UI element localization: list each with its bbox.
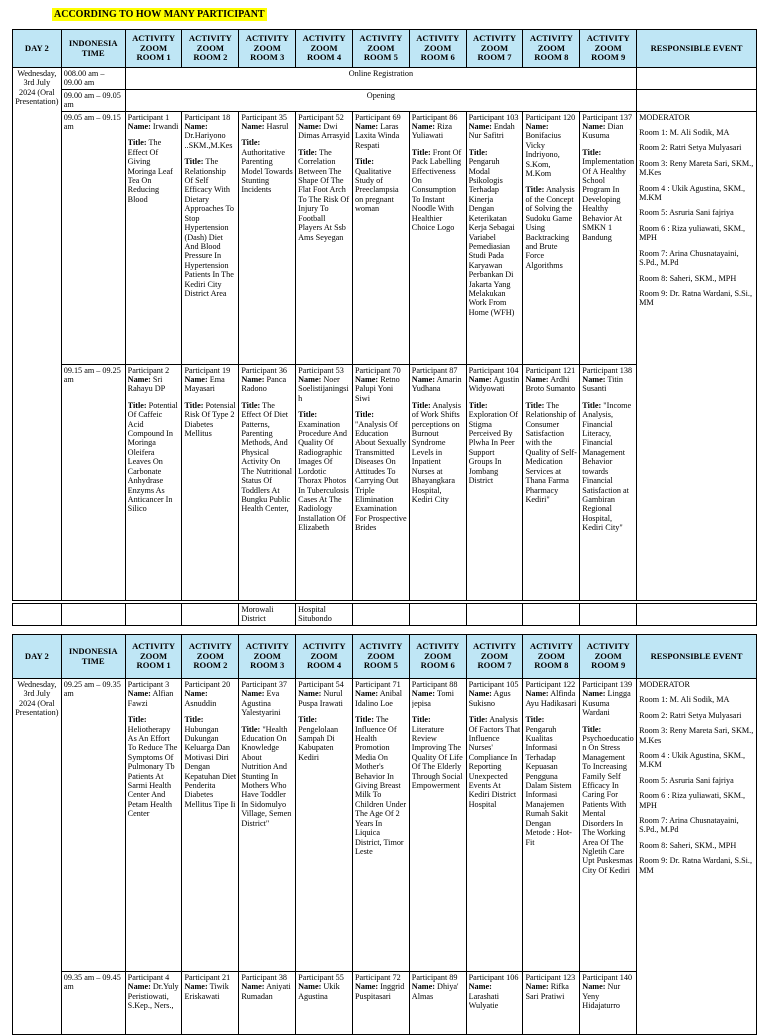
participant-cell [580,364,637,600]
day-cell: Wednesday, 3rd July 2024 (Oral Presentation) [13,68,62,601]
participant-number: Participant 122 [525,680,576,689]
participant-cell [466,679,523,972]
participant-number: Participant 70 [354,365,401,375]
header-cell: ACTIVITY ZOOM ROOM 1 [125,635,182,679]
time-cell: 09.05 am – 09.15 am [61,111,125,364]
participant-name: Ardhi Broto Sumanto [525,375,576,394]
continuation-text: Morowali District [239,604,296,626]
table-row [13,68,757,90]
participant-name: Agus Sukisno [468,689,511,708]
moderator-line: Room 6 : Riza yuliawati, SKM., MPH [639,223,746,243]
name-label: Name: [298,689,322,699]
header-cell: ACTIVITY ZOOM ROOM 8 [523,30,580,68]
name-label: Name: [468,375,492,385]
paper-title: The Relationship of Consumer Satisfaction with the Quality of Self-Medication Services at Thana Farma Pharmacy Kediri" [525,400,577,504]
name-label: Name: [525,982,549,992]
name-label: Name: [525,375,549,385]
title-label: Title: [354,157,374,167]
participant-number: Participant 19 [184,365,231,375]
participant-name: Bonifacius Vicky Indriyono, S.Kom, M.Kom [525,131,561,179]
participant-name: Asnuddin [184,698,217,708]
paper-title: Hubungan Dukungan Keluarga Dan Motivasi Diri Dengan Kepatuhan Diet Penderita Diabetes Mellitus Tipe Ii [184,724,237,809]
paper-title: The Correlation Between The Shape Of The Flat Foot Arch To The Risk Of Injury To Football Players At Ssb Ams Seyegan [298,147,350,242]
participant-name: Dian Kusuma [582,122,624,141]
participant-number: Participant 72 [354,973,401,982]
participant-number: Participant 137 [582,112,633,122]
header-row [13,30,757,68]
participant-number: Participant 2 [127,365,170,375]
paper-title: Analysis of Work Shifts perceptions on Burnout Syndrome Levels in Inpatient Nurses at Bhayangkara Hospital, Kediri City [411,400,462,504]
participant-name: Rifka Sari Pratiwi [525,982,569,1001]
paper-title: Psychoeducation On Stress Management To Increasing Family Self Efficacy In Caring For Patients With Mental Disorders In The Working Area Of The Ngletih Care Upt Puskesmas City Of Kediri [582,734,634,875]
name-label: Name: [582,375,606,385]
participant-number: Participant 105 [468,680,519,689]
participant-cell [239,972,296,1035]
continuation-text: Hospital Situbondo [296,604,353,626]
name-label: Name: [241,689,265,699]
participant-cell [125,972,182,1035]
participant-name: Anibal Idalino Loe [354,689,403,708]
participant-cell [580,972,637,1035]
paper-title: Heliotherapy As An Effort To Reduce The Symptoms Of Pulmonary Tb Patients At Sarmi Health Center And Petam Health Center [127,724,178,819]
participant-name: Aniyati Rumadan [241,982,291,1001]
participant-number: Participant 120 [525,112,576,122]
title-label: Title: [127,138,147,148]
header-cell: ACTIVITY ZOOM ROOM 1 [125,30,182,68]
title-label: Title: [184,715,204,725]
name-label: Name: [582,122,606,132]
header-cell: ACTIVITY ZOOM ROOM 3 [239,30,296,68]
participant-number: Participant 87 [411,365,458,375]
participant-name: Sri Rahayu DP [127,375,166,394]
participant-number: Participant 1 [127,112,170,122]
participant-number: Participant 86 [411,112,458,122]
moderator-line: Room 3: Reny Mareta Sari, SKM., M.Kes [639,726,754,745]
participant-name: Dhiya' Almas [411,982,459,1001]
table-row [13,89,757,111]
participant-name: Dwi Dimas Arrasyid [298,122,350,141]
participant-cell [580,111,637,364]
paper-title: Pengelolaan Sampah Di Kabupaten Kediri [298,724,339,762]
moderator-line: Room 8: Saheri, SKM., MPH [639,840,737,850]
paper-title: Exploration Of Stigma Perceived By Plwha In Peer Support Groups In Jombang District [468,410,518,486]
participant-cell [523,679,580,972]
responsible-cell [637,68,757,90]
participant-name: Irwandi [152,122,179,132]
participant-number: Participant 54 [298,680,344,689]
participant-name: Alfian Fawzi [127,689,174,708]
header-cell: INDONESIA TIME [61,30,125,68]
participant-cell [296,679,353,972]
participant-cell [466,111,523,364]
participant-cell [352,679,409,972]
name-label: Name: [468,982,492,992]
session-label: Opening [125,89,636,111]
title-label: Title: [241,400,261,410]
name-label: Name: [354,982,379,992]
table-row [13,604,757,626]
paper-title: Potensial Risk Of Type 2 Diabetes Mellitus [184,400,236,439]
title-label: Title: [468,147,488,157]
participant-number: Participant 52 [298,112,344,122]
participant-cell [239,364,296,600]
title-label: Title: [241,138,261,148]
title-label: Title: [525,715,545,725]
participant-name: Titin Susanti [582,375,624,394]
name-label: Name: [184,689,208,699]
moderator-line: Room 6 : Riza yuliawati, SKM., MPH [639,791,746,810]
moderator-line: Room 3: Reny Mareta Sari, SKM., M.Kes [639,158,754,178]
header-cell: ACTIVITY ZOOM ROOM 9 [580,635,637,679]
participant-cell [580,679,637,972]
participant-cell [523,111,580,364]
paper-title: Authoritative Parenting Model Towards Stunting Incidents [241,147,293,195]
participant-number: Participant 69 [354,112,401,122]
title-label: Title: [411,715,431,725]
name-label: Name: [411,122,435,132]
header-cell: ACTIVITY ZOOM ROOM 5 [352,635,409,679]
title-label: Title: [525,185,545,195]
moderator-line: Room 7: Arina Chusnatayaini, S.Pd., M.Pd [639,816,739,835]
title-label: Title: [127,400,147,410]
name-label: Name: [127,689,151,699]
name-label: Name: [127,375,151,385]
time-cell: 09.15 am – 09.25 am [61,364,125,600]
participant-name: Hasrul [266,122,289,132]
paper-title: The Relationship Of Self Efficacy With Dietary Approaches To Stop Hypertension (Dash) Diet And Blood Pressure In Hypertension Patients In The Kediri City District Area [184,157,235,298]
moderator-line: Room 1: M. Ali Sodik, MA [639,695,730,705]
name-label: Name: [184,982,208,992]
header-cell: ACTIVITY ZOOM ROOM 8 [523,635,580,679]
header-row [13,635,757,679]
participant-number: Participant 88 [411,680,458,689]
paper-title: "Income Analysis, Financial Literacy, Financial Management Behavior towards Financial Satisfaction at Gambiran Regional Hospital, Kediri City" [582,400,632,533]
title-label: Title: [354,410,374,420]
paper-title: Analysis of the Concept of Solving the Sudoku Game Using Backtracking and Brute Force Algorithms [525,185,575,270]
participant-cell [409,972,466,1035]
name-label: Name: [411,375,435,385]
title-label: Title: [468,400,488,410]
participant-name: Larashati Wulyatie [468,991,500,1011]
moderator-line: Room 8: Saheri, SKM., MPH [639,273,737,283]
title-label: Title: [525,400,545,410]
header-cell: INDONESIA TIME [61,635,125,679]
participant-name: Lingga Kusuma Wardani [582,689,631,718]
participant-cell [352,111,409,364]
title-label: Title: [298,147,318,157]
participant-name: Dr.Yuly Peristiowati, S.Kep., Ners., [127,982,179,1011]
participant-cell [182,111,239,364]
participant-number: Participant 18 [184,112,231,122]
title-label: Title: [184,400,204,410]
participant-cell [409,111,466,364]
time-cell: 008.00 am – 09.00 am [61,68,125,90]
participant-cell [125,679,182,972]
participant-number: Participant 36 [241,365,288,375]
moderator-line: Room 4 : Ukik Agustina, SKM., M.KM [639,183,746,203]
participant-name: Eva Agustina Yalestyarini [241,689,281,718]
participant-cell [125,111,182,364]
header-cell: ACTIVITY ZOOM ROOM 4 [296,30,353,68]
participant-cell [239,111,296,364]
title-label: Title: [582,724,602,734]
table-row [13,679,757,972]
paper-title: Front Of Pack Labelling Effectiveness On Consumption To Instant Noodle With Healthier Choice Logo [411,147,462,233]
participant-number: Participant 4 [127,973,170,982]
participant-cell [296,364,353,600]
participant-name: Riza Yuliawati [411,122,453,141]
participant-number: Participant 106 [468,973,519,982]
moderator-line: Room 7: Arina Chusnatayaini, S.Pd., M.Pd [639,248,739,268]
name-label: Name: [582,689,606,699]
moderator-line: MODERATOR [639,112,690,122]
header-cell: ACTIVITY ZOOM ROOM 4 [296,635,353,679]
table-row [13,111,757,364]
paper-title: The Effect Of Giving Moringa Leaf Tea On Reducing Blood [127,138,173,204]
participant-name: Agustin Widyowati [468,375,520,394]
participant-number: Participant 121 [525,365,576,375]
title-label: Title: [582,400,602,410]
name-label: Name: [525,122,549,132]
participant-cell [466,364,523,600]
participant-cell [352,364,409,600]
participant-number: Participant 35 [241,112,288,122]
header-cell: ACTIVITY ZOOM ROOM 6 [409,30,466,68]
participant-number: Participant 140 [582,973,633,982]
participant-cell [182,679,239,972]
name-label: Name: [468,122,492,132]
paper-title: "Analysis Of Education About Sexually Transmitted Diseases On Attitudes To Carrying Out Triple Elimination Examination For Prospective Brides [354,419,407,533]
paper-title: The Influence Of Health Promotion Media On Mother's Behavior In Giving Breast Milk To Children Under The Age Of 2 Years In Liquica District, Timor Leste [354,715,407,856]
header-cell: DAY 2 [13,30,62,68]
moderator-line: Room 4 : Ukik Agustina, SKM., M.KM [639,751,746,770]
name-label: Name: [241,375,265,385]
moderator-line: Room 2: Ratri Setya Mulyasari [639,143,742,153]
participant-number: Participant 53 [298,365,344,375]
participant-number: Participant 138 [582,365,633,375]
paper-title: The Effect Of Diet Patterns, Parenting Methods, And Physical Activity On The Nutritional Status Of Toddlers At Bungku Public Health Center, [241,400,293,514]
participant-number: Participant 38 [241,973,288,982]
participant-name: Tiwik Eriskawati [184,982,229,1001]
participant-name: Endah Nur Safitri [468,122,515,141]
moderator-line: Room 5: Asruria Sani fajriya [639,775,734,785]
name-label: Name: [184,122,208,132]
title-label: Title: [127,715,147,725]
name-label: Name: [241,122,265,132]
name-label: Name: [241,982,265,992]
participant-number: Participant 103 [468,112,519,122]
participant-cell [523,364,580,600]
header-cell: ACTIVITY ZOOM ROOM 2 [182,30,239,68]
participant-cell [523,972,580,1035]
moderator-line: Room 9: Dr. Ratna Wardani, S.Si., MM [639,288,753,308]
participant-number: Participant 21 [184,973,231,982]
name-label: Name: [354,689,379,699]
participant-cell [466,972,523,1035]
name-label: Name: [127,122,151,132]
participant-name: Laras Laxita Winda Respati [354,122,400,150]
name-label: Name: [468,689,492,699]
header-cell: ACTIVITY ZOOM ROOM 9 [580,30,637,68]
paper-title: Literature Review Improving The Quality Of Life Of The Elderly Through Social Empowerment [411,724,463,791]
header-cell: ACTIVITY ZOOM ROOM 2 [182,635,239,679]
title-label: Title: [411,400,431,410]
moderator-line: Room 9: Dr. Ratna Wardani, S.Si., MM [639,856,753,875]
name-label: Name: [354,122,379,132]
participant-name: Alfinda Ayu Hadikasari [525,689,577,708]
paper-title: "Health Education On Knowledge About Nutrition And Stunting In Mothers Who Have Toddler In Sidomulyo Village, Semen District" [241,724,292,828]
schedule-table-2 [12,634,757,1035]
participant-cell [409,679,466,972]
participant-cell [296,111,353,364]
participant-number: Participant 104 [468,365,519,375]
participant-name: Nurul Puspa Irawati [298,689,343,708]
responsible-cell [637,89,757,111]
participant-number: Participant 139 [582,680,633,689]
title-label: Title: [298,410,318,420]
paper-title: Potential Of Caffeic Acid Compound In Moringa Oleifera Leaves On Carbonate Anhydrase Enzyms As Anticancer In Silico [127,400,178,514]
moderator-line: Room 5: Asruria Sani fajriya [639,208,734,218]
name-label: Name: [127,982,151,992]
participant-name: Ema Mayasari [184,375,225,394]
title-label: Title: [411,147,431,157]
participant-name: Tomi jepisa [411,689,455,708]
moderator-line: Room 2: Ratri Setya Mulyasari [639,710,742,720]
participant-number: Participant 123 [525,973,576,982]
participant-name: Ukik Agustina [298,982,340,1001]
participant-number: Participant 20 [184,680,231,689]
title-label: Title: [354,715,374,725]
paper-title: Pengaruh Kualitas Informasi Terhadap Kepuasan Pengguna Dalam Sistem Informasi Manajemen Rumah Sakit Dengan Metode : Hot- Fit [525,724,572,847]
paper-title: Implementation Of A Healthy School Program In Developing Healthy Behavior At SMKN 1 Bandung [582,157,635,242]
responsible-cell [637,679,757,1035]
title-label: Title: [582,147,602,157]
participant-number: Participant 55 [298,973,344,982]
title-label: Title: [298,715,318,725]
participant-cell [239,679,296,972]
session-label: Online Registration [125,68,636,90]
paper-title: Pengaruh Modal Psikologis Terhadap Kinerja Dengan Keterikatan Kerja Sebagai Variabel Pemediasian Studi Pada Karyawan Perbankan Di Jakarta Yang Melakukan Work From Home (WFH) [468,157,515,317]
name-label: Name: [298,982,322,992]
header-cell: RESPONSIBLE EVENT [637,30,757,68]
time-cell: 09.25 am – 09.35 am [61,679,125,972]
name-label: Name: [582,982,606,992]
paper-title: Qualitative Study of Preeclampsia on pregnant woman [354,166,399,214]
header-cell: ACTIVITY ZOOM ROOM 7 [466,635,523,679]
name-label: Name: [298,375,322,385]
name-label: Name: [411,689,435,699]
time-cell: 09.00 am – 09.05 am [61,89,125,111]
header-cell: RESPONSIBLE EVENT [637,635,757,679]
participant-name: Panca Radono [241,375,287,394]
participant-cell [182,364,239,600]
moderator-line: Room 1: M. Ali Sodik, MA [639,128,730,138]
responsible-cell [637,111,757,600]
participant-number: Participant 71 [354,680,401,689]
header-cell: ACTIVITY ZOOM ROOM 3 [239,635,296,679]
participant-name: Inggrid Puspitasari [354,982,405,1001]
header-cell: ACTIVITY ZOOM ROOM 7 [466,30,523,68]
header-cell: ACTIVITY ZOOM ROOM 6 [409,635,466,679]
participant-cell [409,364,466,600]
participant-cell [125,364,182,600]
name-label: Name: [184,375,208,385]
page-heading: ACCORDING TO HOW MANY PARTICIPANT [54,9,265,20]
participant-name: Nur Yeny Hidajaturro [582,982,621,1011]
participant-name: Amarin Yudhana [411,375,462,394]
schedule-table-1 [12,29,757,601]
title-label: Title: [241,724,261,734]
participant-number: Participant 37 [241,680,288,689]
participant-name: Retno Palupi Yoni Siwi [354,375,400,403]
participant-number: Participant 89 [411,973,458,982]
participant-name: Dr.Hariyono ..SKM.,M.Kes [184,131,233,150]
participant-cell [296,972,353,1035]
time-cell: 09.35 am – 09.45 am [61,972,125,1035]
name-label: Name: [411,982,435,992]
name-label: Name: [354,375,379,385]
header-cell: ACTIVITY ZOOM ROOM 5 [352,30,409,68]
moderator-line: MODERATOR [639,680,690,689]
name-label: Name: [298,122,322,132]
paper-title: Examination Procedure And Quality Of Radiographic Images Of Lordotic Thorax Photos In Tuberculosis Cases At The Radiology Installation Of Elizabeth [298,419,349,533]
continuation-table [12,603,757,626]
day-cell: Wednesday, 3rd July 2024 (Oral Presentation) [13,679,62,1035]
title-label: Title: [184,157,204,167]
name-label: Name: [525,689,549,699]
paper-title: Analysis Of Factors That Influence Nurses' Compliance In Reporting Unexpected Events At Kediri District Hospital [468,715,521,809]
participant-name: Noer Soelistijaningsih [298,375,349,403]
header-cell: DAY 2 [13,635,62,679]
participant-cell [352,972,409,1035]
title-label: Title: [468,715,488,725]
participant-cell [182,972,239,1035]
participant-number: Participant 3 [127,680,170,689]
